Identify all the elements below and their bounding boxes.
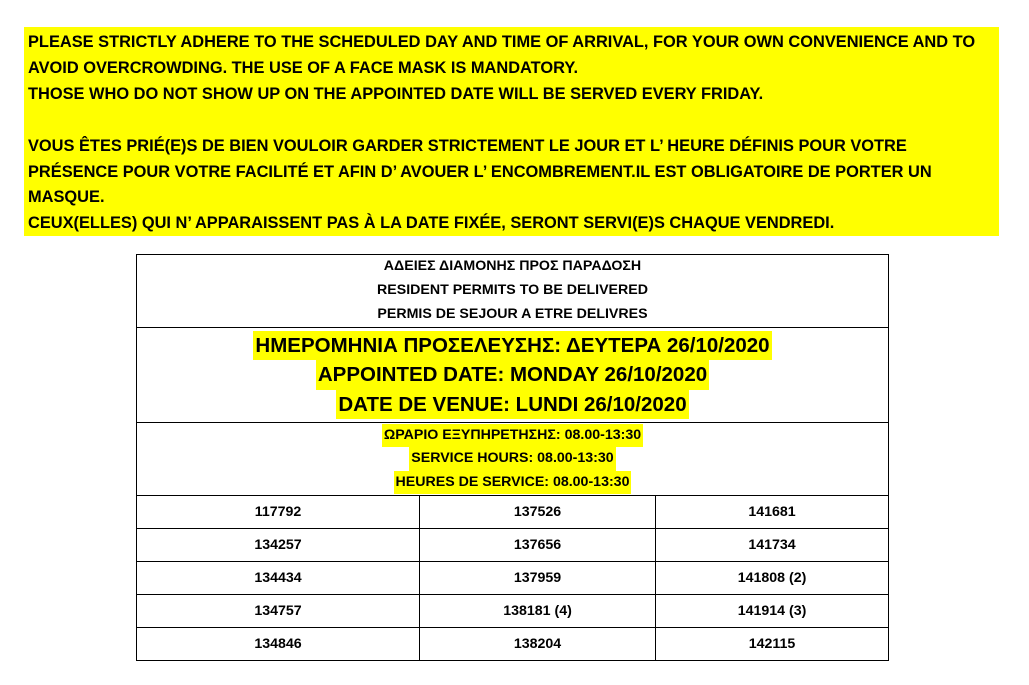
table-row: [137, 529, 889, 562]
table-row: [137, 595, 889, 628]
permit-number-cell: 134757: [137, 595, 420, 628]
date-french: DATE DE VENUE: LUNDI 26/10/2020: [336, 390, 688, 420]
table-hours-row: [137, 423, 889, 496]
hours-greek: ΩΡΑΡΙΟ ΕΞΥΠΗΡΕΤΗΣΗΣ: 08.00-13:30: [382, 424, 643, 448]
permit-number-cell: 134846: [137, 628, 420, 661]
appointed-date-cell: [137, 328, 889, 423]
notice-french-text: VOUS ÊTES PRIÉ(E)S DE BIEN VOULOIR GARDER STRICTEMENT LE JOUR ET L’ HEURE DÉFINIS POUR VOTRE PRÉSENCE POUR VOTRE FACILITÉ ET AFIN D’ AVOUER L’ ENCOMBREMENT.IL EST OBLIGATOIRE DE PORTER UN MASQUE.: [28, 136, 932, 207]
notice-spacer: [28, 108, 995, 134]
table-row: [137, 628, 889, 661]
date-english: APPOINTED DATE: MONDAY 26/10/2020: [316, 360, 709, 390]
permit-number-cell: 134257: [137, 529, 420, 562]
permit-number-cell: 117792: [137, 496, 420, 529]
permit-number-cell: 141808 (2): [656, 562, 889, 595]
table-header-row: [137, 255, 889, 328]
permit-number-cell: 137959: [420, 562, 656, 595]
title-greek: ΑΔΕΙΕΣ ΔΙΑΜΟΝΗΣ ΠΡΟΣ ΠΑΡΑΔΟΣΗ: [383, 258, 642, 275]
permit-number-cell: 134434: [137, 562, 420, 595]
notice-english-friday-text: THOSE WHO DO NOT SHOW UP ON THE APPOINTED DATE WILL BE SERVED EVERY FRIDAY.: [28, 84, 764, 103]
title-french: PERMIS DE SEJOUR A ETRE DELIVRES: [377, 305, 648, 322]
table-date-row: [137, 328, 889, 423]
table-row: [137, 562, 889, 595]
permit-number-cell: 141734: [656, 529, 889, 562]
table-row: [137, 496, 889, 529]
hours-english: SERVICE HOURS: 08.00-13:30: [409, 447, 615, 471]
title-english: RESIDENT PERMITS TO BE DELIVERED: [377, 282, 648, 299]
permit-number-cell: 138204: [420, 628, 656, 661]
service-hours-cell: [137, 423, 889, 496]
table-title-cell: [137, 255, 889, 328]
permit-number-cell: 141914 (3): [656, 595, 889, 628]
permit-number-cell: 137656: [420, 529, 656, 562]
permit-number-cell: 138181 (4): [420, 595, 656, 628]
notice-french-friday-text: CEUX(ELLES) QUI N’ APPARAISSENT PAS À LA DATE FIXÉE, SERONT SERVI(E)S CHAQUE VENDREDI.: [28, 214, 835, 233]
notice-banner: [24, 27, 999, 236]
permit-number-cell: 137526: [420, 496, 656, 529]
hours-french: HEURES DE SERVICE: 08.00-13:30: [394, 471, 632, 495]
notice-english-text: PLEASE STRICTLY ADHERE TO THE SCHEDULED DAY AND TIME OF ARRIVAL, FOR YOUR OWN CONVENIENCE AND TO AVOID OVERCROWDING. THE USE OF A FACE MASK IS MANDATORY.: [28, 33, 976, 77]
permits-table: [136, 254, 889, 661]
permit-number-cell: 141681: [656, 496, 889, 529]
date-greek: ΗΜΕΡΟΜΗΝΙΑ ΠΡΟΣΕΛΕΥΣΗΣ: ΔΕΥΤΕΡΑ 26/10/2020: [253, 331, 771, 361]
permit-number-cell: 142115: [656, 628, 889, 661]
